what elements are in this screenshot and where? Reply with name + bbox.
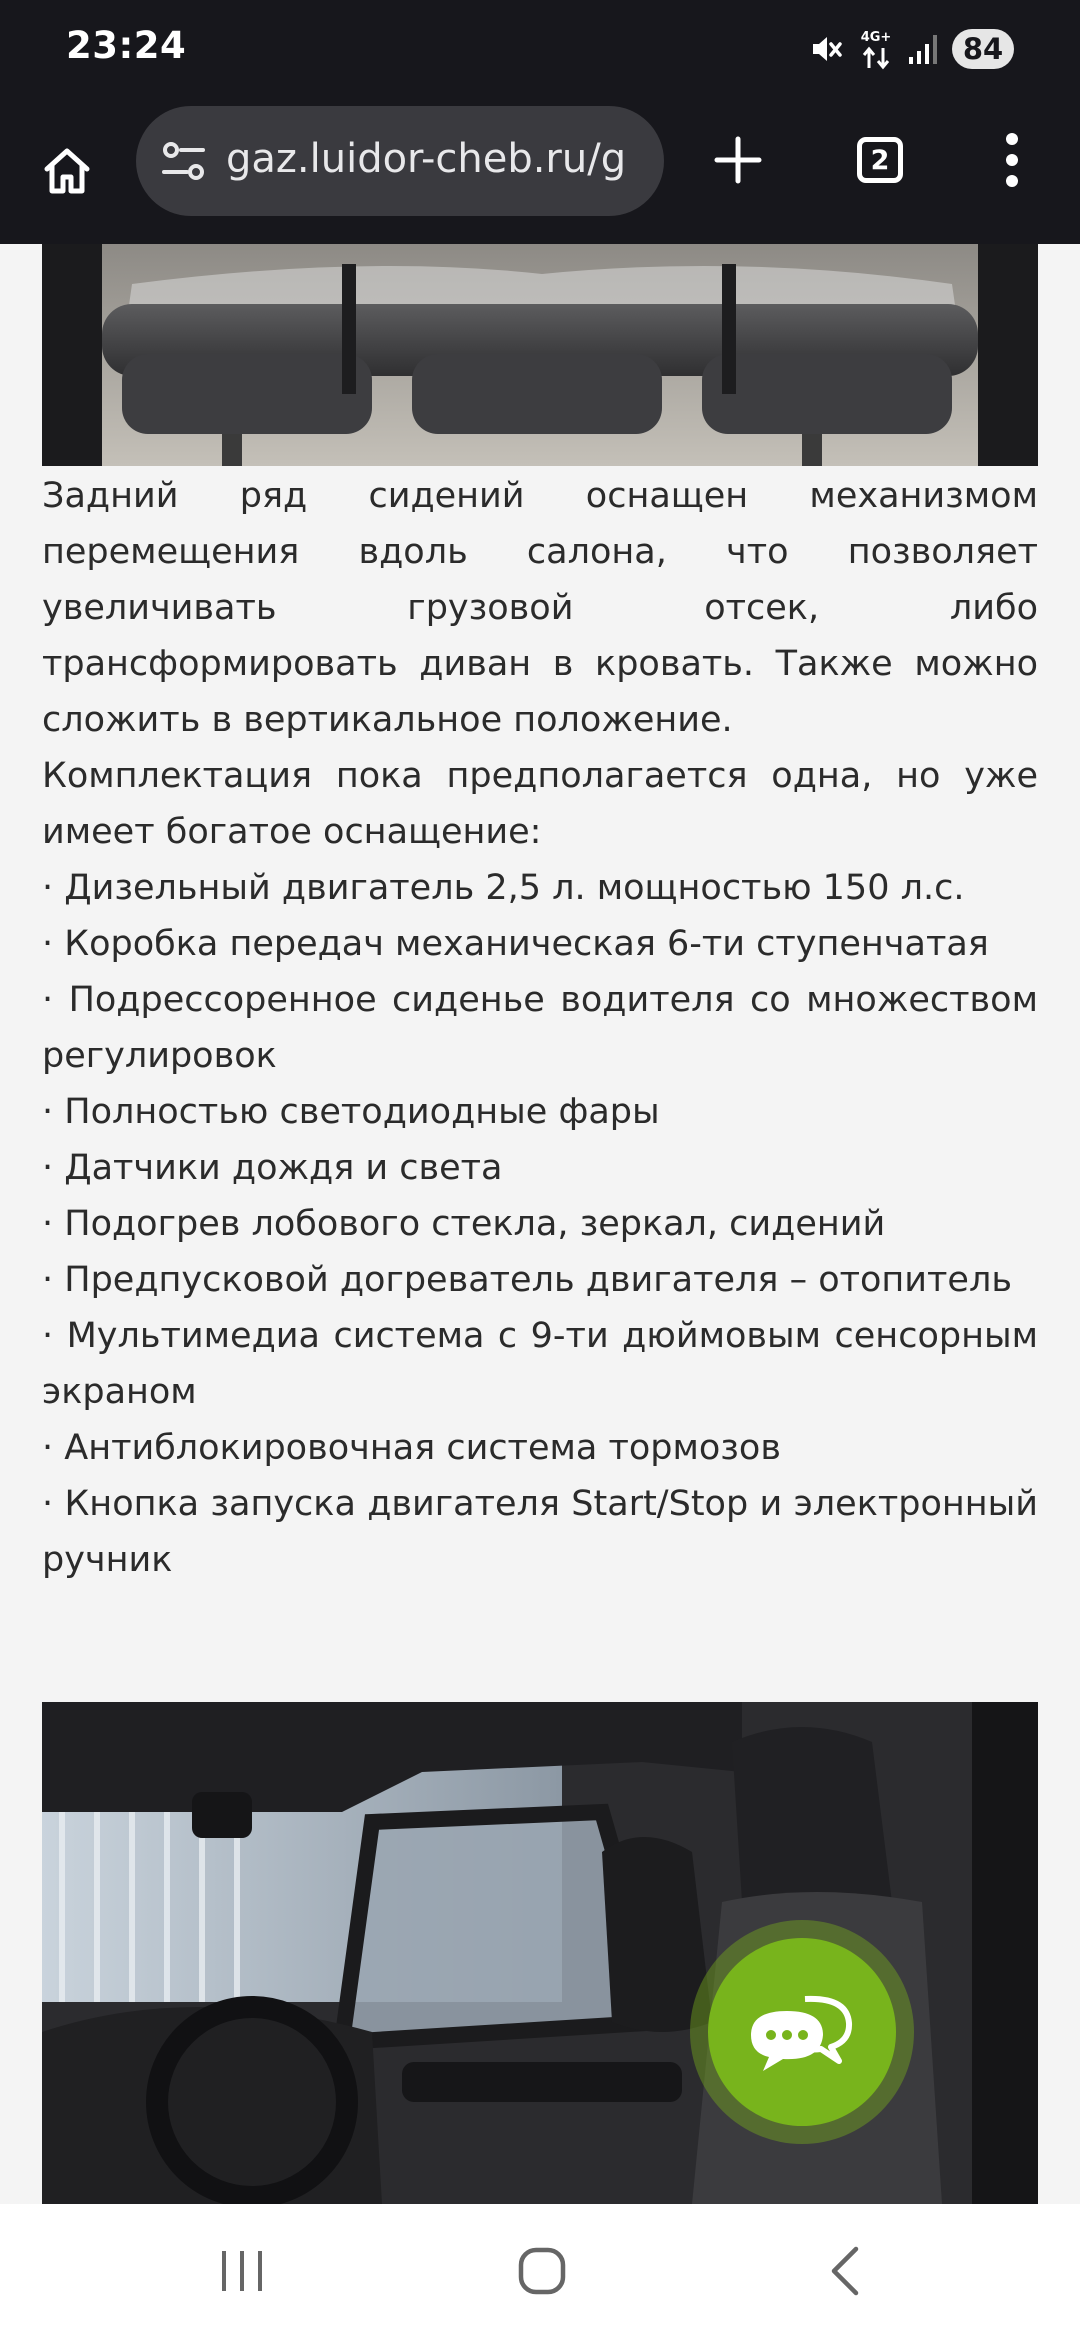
chat-widget-inner [708,1938,896,2126]
feature-list-item: · Коробка передач механическая 6-ти ступенчатая [42,924,989,964]
tab-switcher-button[interactable] [842,122,918,198]
feature-list-item: · Предпусковой догреватель двигателя – отопитель [42,1260,1012,1300]
more-vert-icon [1002,130,1022,190]
article-text [42,468,1038,1588]
signal-icon [908,33,938,65]
mute-icon [808,31,844,67]
article-paragraph: Задний ряд сидений оснащен механизмом перемещения вдоль салона, что позволяет увеличивать грузовой отсек, либо трансформировать диван в кровать. Также можно сложить в вертикальное положение. [42,476,1038,740]
tabs-icon [857,137,903,183]
recent-apps-button[interactable] [192,2226,292,2316]
network-4g-icon [858,28,894,70]
home-nav-icon [517,2246,567,2296]
feature-list-item: · Подрессоренное сиденье водителя со множеством регулировок [42,980,1038,1076]
battery-indicator: 84 [952,29,1014,69]
plus-icon [712,134,764,186]
feature-list-item: · Мультимедиа система с 9-ти дюймовым сенсорным экраном [42,1316,1038,1412]
home-nav-button[interactable] [492,2226,592,2316]
home-icon [39,143,95,199]
new-tab-button[interactable] [700,122,776,198]
browser-menu-button[interactable] [982,122,1042,198]
status-icons [808,28,1014,70]
page-content[interactable] [0,244,1080,2204]
status-time: 23:24 [66,24,187,67]
feature-list-item: · Подогрев лобового стекла, зеркал, сидений [42,1204,886,1244]
article-paragraph: Комплектация пока предполагается одна, но уже имеет богатое оснащение: [42,756,1038,852]
feature-list-item: · Датчики дождя и света [42,1148,503,1188]
chat-widget-button[interactable] [690,1920,914,2144]
feature-list-item: · Дизельный двигатель 2,5 л. мощностью 150 л.с. [42,868,965,908]
tab-count: 2 [870,144,890,176]
url-text[interactable]: gaz.luidor-cheb.ru/g [226,136,627,182]
network-type-label: 4G+ [860,30,892,45]
back-button[interactable] [796,2226,896,2316]
status-bar [0,0,1080,98]
address-bar[interactable] [136,106,664,216]
feature-list-item: · Полностью светодиодные фары [42,1092,660,1132]
site-settings-icon[interactable] [156,133,212,189]
recent-apps-icon [217,2249,267,2293]
rear-seats-photo [42,244,1038,466]
home-button[interactable] [28,132,106,210]
feature-list-item: · Антиблокировочная система тормозов [42,1428,781,1468]
cabin-interior-photo [42,1702,1038,2204]
system-nav-bar [0,2204,1080,2340]
browser-toolbar [0,98,1080,244]
chat-bubbles-icon [747,1989,857,2075]
feature-list-item: · Кнопка запуска двигателя Start/Stop и электронный ручник [42,1484,1038,1580]
back-icon [826,2245,866,2297]
